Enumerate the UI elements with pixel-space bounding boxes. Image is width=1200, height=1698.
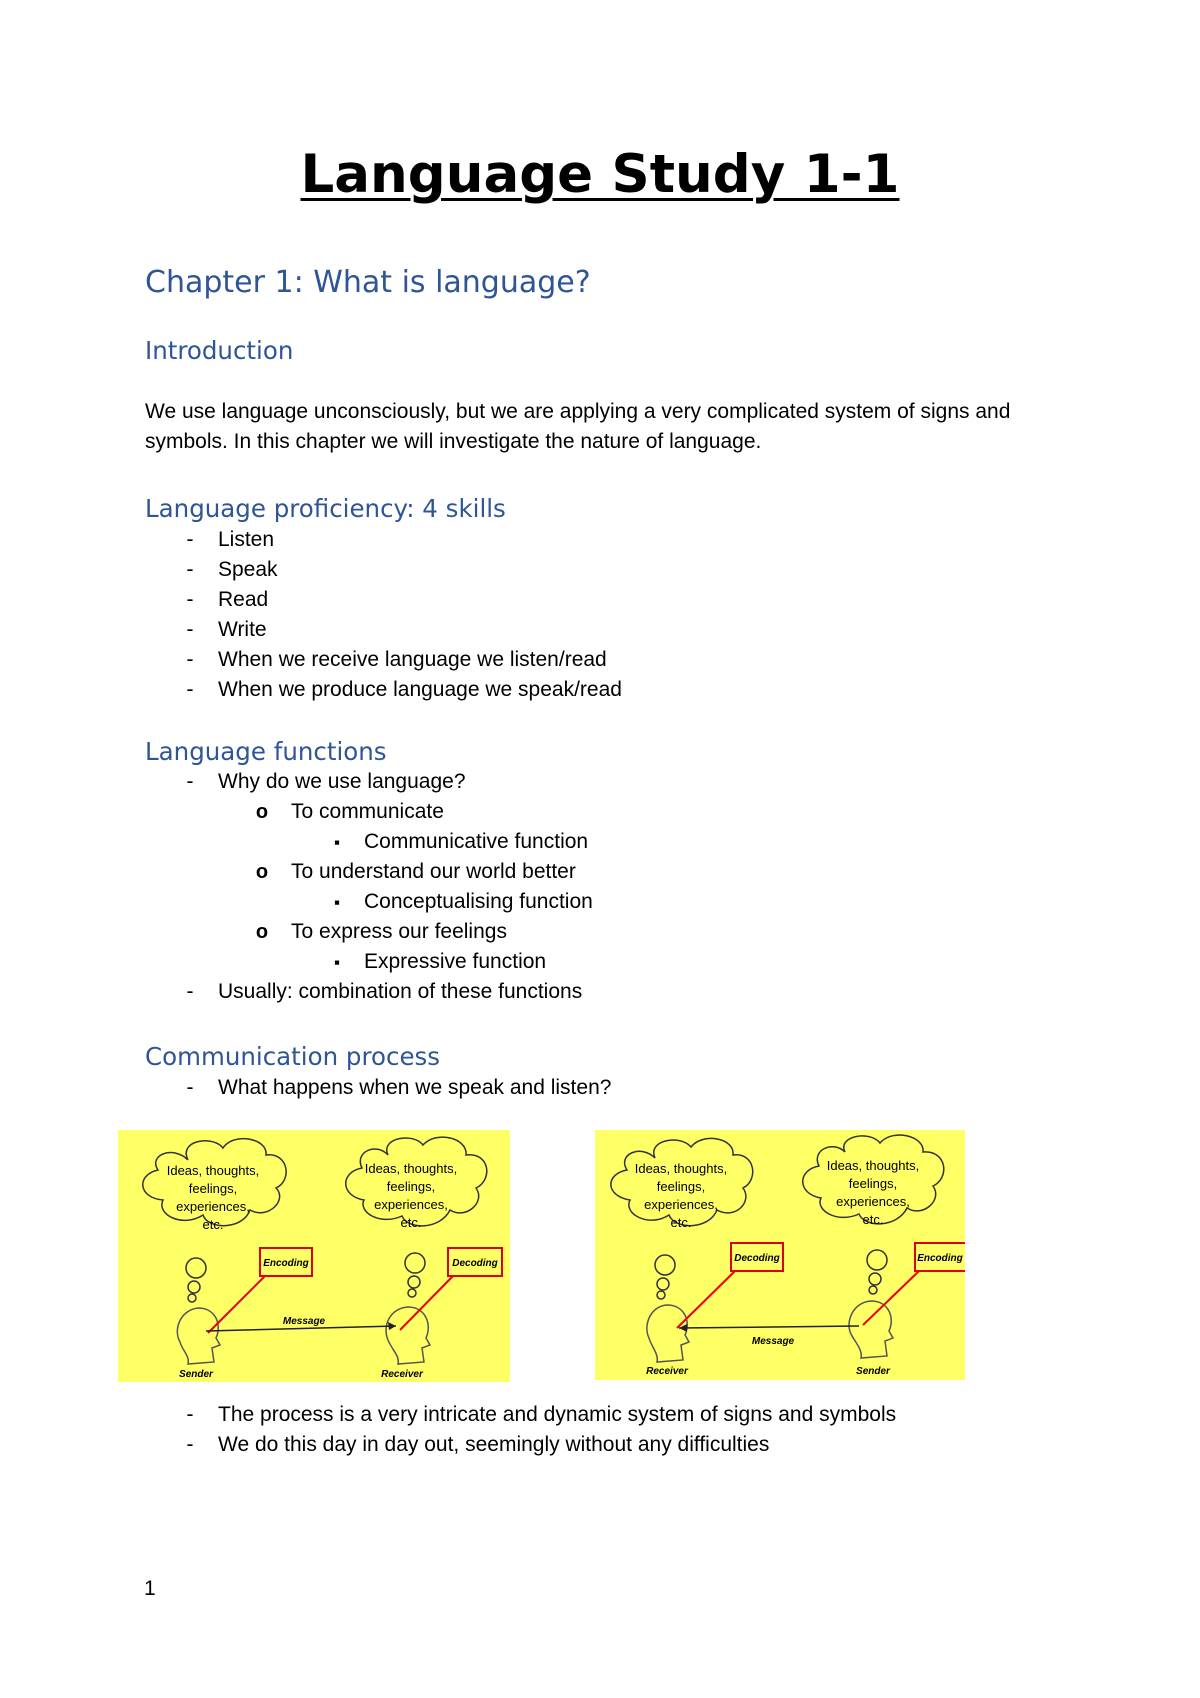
list-item: - Write — [145, 615, 1045, 645]
diagram-svg — [595, 1130, 965, 1380]
list-item: ▪ Expressive function — [145, 947, 1045, 977]
functions-heading: Language functions — [145, 737, 387, 766]
thought-dot-icon — [655, 1255, 675, 1275]
chapter-heading: Chapter 1: What is language? — [145, 265, 591, 300]
thought-dot-icon — [188, 1281, 200, 1293]
thought-dot-icon — [657, 1278, 669, 1290]
bubble-text: etc. — [202, 1217, 224, 1232]
thought-dot-icon — [186, 1258, 206, 1278]
bubble-text: feelings, — [386, 1179, 436, 1194]
list-item: - Listen — [145, 525, 1045, 555]
box-label: Encoding — [263, 1258, 309, 1269]
list-item: - Speak — [145, 555, 1045, 585]
list-item: - When we produce language we speak/read — [145, 675, 1045, 705]
communication-list — [145, 1073, 1045, 1103]
list-item: o To express our feelings — [145, 917, 1045, 947]
bubble-text: etc. — [400, 1215, 422, 1230]
list-item: - What happens when we speak and listen? — [145, 1073, 1045, 1103]
proficiency-heading: Language proficiency: 4 skills — [145, 494, 506, 523]
communication-diagram-sender-receiver — [118, 1130, 510, 1382]
bubble-text: experiences, — [836, 1194, 910, 1209]
head-icon — [386, 1307, 430, 1364]
functions-list — [145, 767, 1045, 1007]
bubble-text: feelings, — [848, 1176, 898, 1191]
bubble-text: Ideas, thoughts, — [166, 1163, 260, 1178]
bubble-text: feelings, — [656, 1179, 706, 1194]
list-item: - Read — [145, 585, 1045, 615]
decoding-line — [677, 1271, 735, 1328]
proficiency-list — [145, 525, 1045, 705]
introduction-heading: Introduction — [145, 336, 294, 365]
thought-dot-icon — [869, 1273, 881, 1285]
thought-dot-icon — [867, 1250, 887, 1270]
list-item: o To understand our world better — [145, 857, 1045, 887]
bubble-text: Ideas, thoughts, — [826, 1158, 920, 1173]
head-icon — [177, 1308, 220, 1364]
list-item: - When we receive language we listen/read — [145, 645, 1045, 675]
bubble-text: Ideas, thoughts, — [634, 1161, 728, 1176]
bubble-text: etc. — [670, 1215, 692, 1230]
communication-heading: Communication process — [145, 1042, 441, 1071]
page-number: 1 — [144, 1577, 156, 1600]
list-item: - Usually: combination of these functions — [145, 977, 1045, 1007]
thought-dot-icon — [188, 1294, 196, 1302]
introduction-paragraph: We use language unconsciously, but we are applying a very complicated system of signs and symbols. In this chapter we will investigate the nature of language. — [145, 400, 1011, 453]
list-item: ▪ Communicative function — [145, 827, 1045, 857]
person-label: Sender — [856, 1366, 890, 1377]
box-label: Decoding — [452, 1258, 498, 1269]
thought-dot-icon — [408, 1276, 420, 1288]
thought-dot-icon — [657, 1291, 665, 1299]
list-item: - Why do we use language? — [145, 767, 1045, 797]
bubble-text: etc. — [862, 1212, 884, 1227]
head-icon — [849, 1301, 893, 1358]
list-item: - We do this day in day out, seemingly without any difficulties — [145, 1430, 1045, 1460]
message-arrow — [679, 1326, 859, 1328]
thought-dot-icon — [869, 1286, 877, 1294]
communication-diagram-receiver-sender — [595, 1130, 965, 1380]
message-label: Message — [282, 1316, 326, 1327]
person-label: Receiver — [646, 1366, 688, 1377]
message-label: Message — [751, 1336, 795, 1347]
encoding-line — [208, 1276, 265, 1333]
person-label: Receiver — [381, 1369, 423, 1380]
diagram-svg — [118, 1130, 510, 1382]
bubble-text: experiences, — [374, 1197, 448, 1212]
list-item: - The process is a very intricate and dynamic system of signs and symbols — [145, 1400, 1045, 1430]
bubble-text: experiences, — [176, 1199, 250, 1214]
document-title: Language Study 1-1 — [300, 144, 900, 205]
box-label: Decoding — [734, 1253, 780, 1264]
communication-summary-list — [145, 1400, 1045, 1460]
list-item: o To communicate — [145, 797, 1045, 827]
list-item: ▪ Conceptualising function — [145, 887, 1045, 917]
bubble-text: experiences, — [644, 1197, 718, 1212]
thought-dot-icon — [408, 1289, 416, 1297]
bubble-text: feelings, — [188, 1181, 238, 1196]
thought-dot-icon — [405, 1253, 425, 1273]
bubble-text: Ideas, thoughts, — [364, 1161, 458, 1176]
head-icon — [647, 1305, 689, 1362]
person-label: Sender — [179, 1369, 213, 1380]
box-label: Encoding — [917, 1253, 963, 1264]
